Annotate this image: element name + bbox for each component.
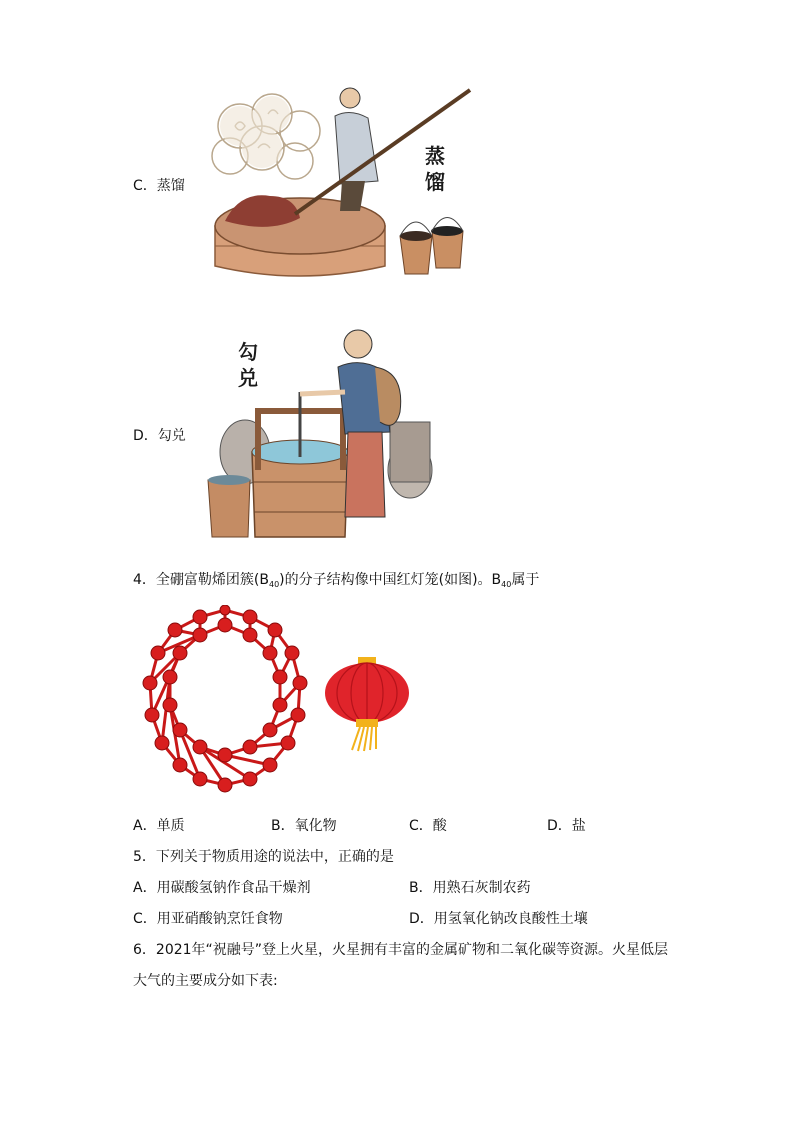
q4-stem-prefix: 4．全硼富勒烯团簇(B xyxy=(133,572,269,588)
blending-illustration xyxy=(200,322,445,544)
q5-option-c[interactable]: C．用亚硝酸钠烹饪食物 xyxy=(133,911,283,927)
q4-option-b[interactable]: B．氧化物 xyxy=(271,818,337,834)
q5-option-d[interactable]: D．用氢氧化钠改良酸性土壤 xyxy=(409,911,588,927)
blending-art-char-1: 勾 xyxy=(238,340,258,364)
q4-stem-suffix: 属于 xyxy=(511,572,540,588)
question-4-stem xyxy=(133,570,539,595)
option-d-label: D．勾兑 xyxy=(133,428,186,444)
red-lantern-image xyxy=(322,655,412,755)
q4-subscript-2: 40 xyxy=(501,580,512,589)
q5-option-b[interactable]: B．用熟石灰制农药 xyxy=(409,880,531,896)
q4-subscript-1: 40 xyxy=(268,580,280,589)
blending-art-char-2: 兑 xyxy=(238,366,258,390)
q5-option-a[interactable]: A．用碳酸氢钠作食品干燥剂 xyxy=(133,880,311,896)
q4-option-c[interactable]: C．酸 xyxy=(409,818,447,834)
q4-option-d[interactable]: D．盐 xyxy=(547,818,586,834)
question-5-stem: 5．下列关于物质用途的说法中，正确的是 xyxy=(133,849,394,865)
option-c-label: C．蒸馏 xyxy=(133,178,185,194)
distillation-illustration xyxy=(200,86,475,296)
distillation-art-char-1: 蒸 xyxy=(425,144,445,168)
distillation-art-char-2: 馏 xyxy=(425,170,445,194)
b40-molecule-figure xyxy=(130,605,320,800)
q4-option-a[interactable]: A．单质 xyxy=(133,818,185,834)
q4-stem-middle: )的分子结构像中国红灯笼(如图)。B xyxy=(279,572,502,588)
question-6-line-1: 6．2021年“祝融号”登上火星，火星拥有丰富的金属矿物和二氧化碳等资源。火星低层 xyxy=(133,942,669,958)
question-6-line-2: 大气的主要成分如下表: xyxy=(133,973,278,989)
